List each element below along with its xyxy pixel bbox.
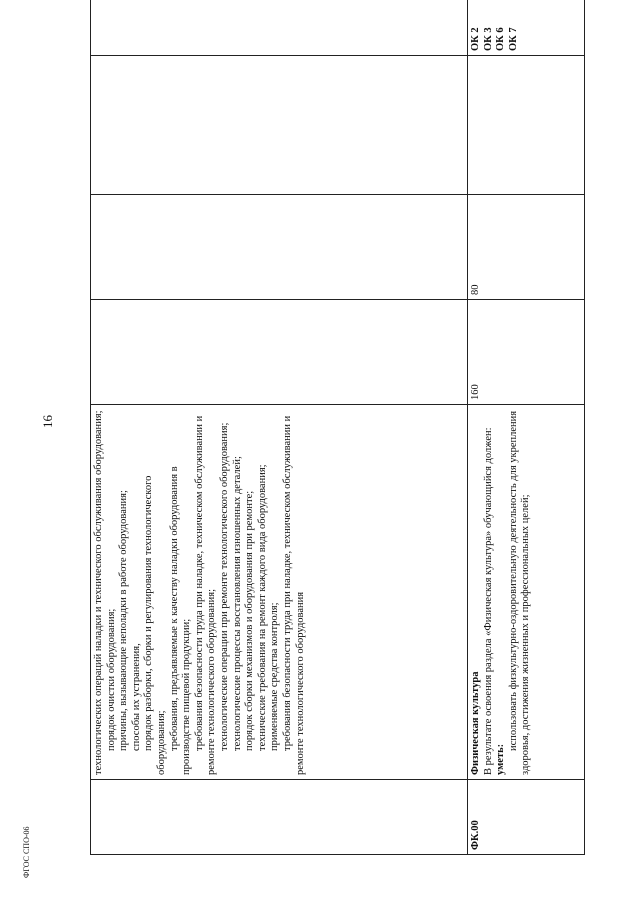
content-line: уметь: <box>495 743 507 775</box>
row2-class-hours: 80 <box>468 195 585 300</box>
row2-content <box>468 405 585 780</box>
row1-max-hours <box>91 300 468 405</box>
content-line: порядок разборки, сборки и регулирования технологического оборудования; <box>143 475 167 775</box>
row1-discipline <box>91 56 468 195</box>
content-line: причины, вызывающие неполадки в работе оборудования; <box>118 490 130 751</box>
row2-max-hours: 160 <box>468 300 585 405</box>
table-row <box>91 0 468 855</box>
content-line: порядок сборки механизмов и оборудования при ремонте; <box>244 490 256 751</box>
content-line: требования, предъявляемые к качеству наладки оборудования в производстве пищевой продукции; <box>168 466 193 775</box>
content-line: технологические процессы восстановления изношенных деталей; <box>231 456 243 751</box>
row1-class-hours <box>91 195 468 300</box>
competency-code: ОК 2 <box>470 27 481 51</box>
content-line: технологические операции при ремонте технологического оборудования; <box>218 422 230 751</box>
footer-label: ФГОС СПО-06 <box>22 826 31 878</box>
content-line: требования безопасности труда при наладке, техническом обслуживании и ремонте технологического оборудования <box>281 415 306 775</box>
row2-code: ФК.00 <box>468 780 585 855</box>
content-line: технологических операций наладки и технического обслуживания оборудования; <box>93 410 104 775</box>
content-line: требования безопасности труда при наладке, техническом обслуживании и ремонте технологического оборудования; <box>193 415 218 775</box>
row1-competencies <box>91 0 468 56</box>
table-row <box>468 0 585 855</box>
competency-code: ОК 7 <box>507 27 519 51</box>
content-line: технические требования на ремонт каждого вида оборудования; <box>256 464 268 751</box>
row1-content <box>91 405 468 780</box>
competency-code: ОК 6 <box>495 27 507 51</box>
content-line: применяемые средства контроля; <box>269 602 281 751</box>
curriculum-table <box>90 25 578 855</box>
content-line: порядок очистки оборудования; <box>105 608 117 751</box>
content-line: использовать физкультурно-оздоровительную деятельность для укрепления здоровья, достижения жизненных и профессиональных целей; <box>507 410 532 775</box>
row1-code <box>91 780 468 855</box>
row2-competencies <box>468 0 585 56</box>
row2-discipline <box>468 56 585 195</box>
content-line: В результате освоения раздела «Физическая культура» обучающийся должен: <box>482 427 494 775</box>
page-number: 16 <box>40 415 55 428</box>
row2-title: Физическая культура <box>470 671 481 775</box>
content-line: способы их устранения, <box>130 643 142 751</box>
competency-code: ОК 3 <box>482 27 494 51</box>
